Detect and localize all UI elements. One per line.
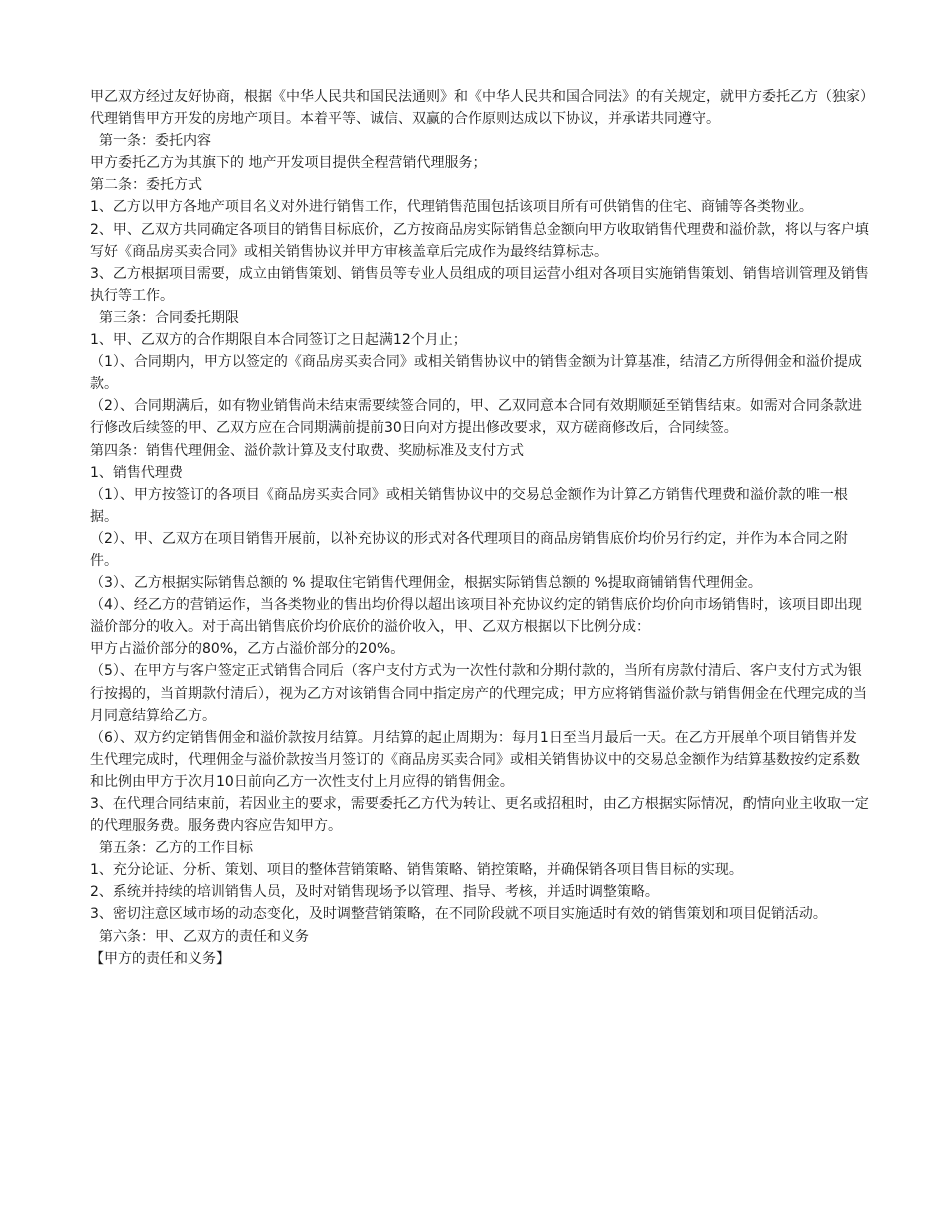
paragraph: 1、充分论证、分析、策划、项目的整体营销策略、销售策略、销控策略，并确保销各项目售目标的实现。 <box>90 862 743 879</box>
paragraph: （2）、合同期满后，如有物业销售尚未结束需要续签合同的，甲、乙双同意本合同有效期顺延至销售结束。如需对合同条款进行修改后续签的甲、乙双方应在合同期满前提前30日向对方提出修改要求，双方磋商修改后，合同续签。 <box>90 398 862 437</box>
paragraph: 3、在代理合同结束前，若因业主的要求，需要委托乙方代为转让、更名或招租时，由乙方根据实际情况，酌情向业主收取一定的代理服务费。服务费内容应告知甲方。 <box>90 796 869 835</box>
paragraph: （2）、甲、乙双方在项目销售开展前，以补充协议的形式对各代理项目的商品房销售底价均价另行约定，并作为本合同之附件。 <box>90 530 848 569</box>
paragraph: 第六条：甲、乙双方的责任和义务 <box>99 928 309 945</box>
paragraph: （5）、在甲方与客户签定正式销售合同后（客户支付方式为一次性付款和分期付款的，当所有房款付清后、客户支付方式为银行按揭的，当首期款付清后），视为乙方对该销售合同中指定房产的代理完成；甲方应将销售溢价款与销售佣金在代理完成的当月同意结算给乙方。 <box>90 663 867 724</box>
paragraph: 第五条：乙方的工作目标 <box>99 840 253 857</box>
paragraph: 1、销售代理费 <box>90 464 183 481</box>
paragraph: （4）、经乙方的营销运作，当各类物业的售出均价得以超出该项目补充协议约定的销售底价均价向市场销售时，该项目即出现溢价部分的收入。对于高出销售底价均价底价的溢价收入，甲、乙双方根据以下比例分成： <box>90 597 862 636</box>
paragraph: 【甲方的责任和义务】 <box>90 950 230 967</box>
paragraph: （1）、合同期内，甲方以签定的《商品房买卖合同》或相关销售协议中的销售金额为计算基准，结清乙方所得佣金和溢价提成款。 <box>90 354 862 393</box>
paragraph: 第三条：合同委托期限 <box>99 309 239 326</box>
paragraph: （3）、乙方根据实际销售总额的 % 提取住宅销售代理佣金，根据实际销售总额的 %提取商铺销售代理佣金。 <box>90 575 762 592</box>
paragraph: （6）、双方约定销售佣金和溢价款按月结算。月结算的起止周期为：每月1日至当月最后一天。在乙方开展单个项目销售并发生代理完成时，代理佣金与溢价款按当月签订的《商品房买卖合同》或相关销售协议中的交易总金额作为结算基数按约定系数和比例由甲方于次月10日前向乙方一次性支付上月应得的销售佣金。 <box>90 729 860 790</box>
paragraph: （1）、甲方按签订的各项目《商品房买卖合同》或相关销售协议中的交易总金额作为计算乙方销售代理费和溢价款的唯一根据。 <box>90 486 848 525</box>
paragraph: 1、乙方以甲方各地产项目名义对外进行销售工作，代理销售范围包括该项目所有可供销售的住宅、商铺等各类物业。 <box>90 199 813 216</box>
paragraph: 甲乙双方经过友好协商，根据《中华人民共和国民法通则》和《中华人民共和国合同法》的有关规定，就甲方委托乙方（独家）代理销售甲方开发的房地产项目。本着平等、诚信、双赢的合作原则达成以下协议，并承诺共同遵守。 <box>90 89 867 128</box>
paragraph: 第二条：委托方式 <box>90 177 202 194</box>
paragraph: 2、系统并持续的培训销售人员，及时对销售现场予以管理、指导、考核，并适时调整策略。 <box>90 884 659 901</box>
paragraph: 3、密切注意区域市场的动态变化，及时调整营销策略，在不同阶段就不项目实施适时有效的销售策划和项目促销活动。 <box>90 906 827 923</box>
paragraph: 第一条：委托内容 <box>99 133 211 150</box>
paragraph: 2、甲、乙双方共同确定各项目的销售目标底价，乙方按商品房实际销售总金额向甲方收取销售代理费和溢价款，将以与客户填写好《商品房买卖合同》或相关销售协议并甲方审核盖章后完成作为最终结算标志。 <box>90 221 869 260</box>
paragraph: 第四条：销售代理佣金、溢价款计算及支付取费、奖励标准及支付方式 <box>90 442 524 459</box>
paragraph: 甲方委托乙方为其旗下的 地产开发项目提供全程营销代理服务； <box>90 155 487 172</box>
paragraph: 1、甲、乙双方的合作期限自本合同签订之日起满12个月止； <box>90 332 467 349</box>
paragraph: 甲方占溢价部分的80%，乙方占溢价部分的20%。 <box>90 641 405 658</box>
paragraph: 3、乙方根据项目需要，成立由销售策划、销售员等专业人员组成的项目运营小组对各项目实施销售策划、销售培训管理及销售执行等工作。 <box>90 265 869 304</box>
